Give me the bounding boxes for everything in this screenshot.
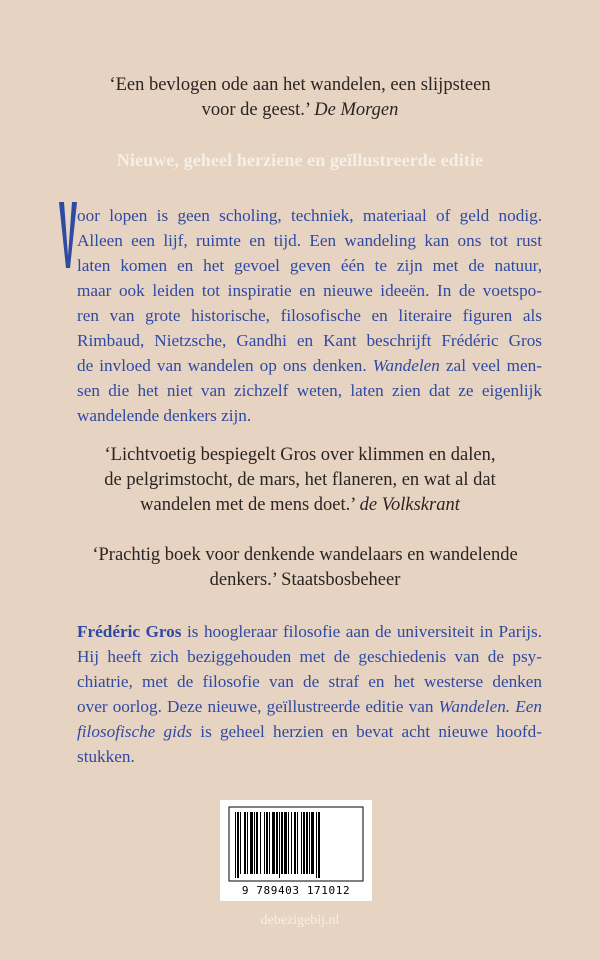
quote-line: ‘Lichtvoetig bespiegelt Gros over klimmen en dalen, [104, 445, 496, 465]
quote-line: denkers.’ Staatsbosbeheer [209, 570, 401, 590]
description-line: sen die het niet van zichzelf weten, laten zien dat ze eigenlijk [77, 381, 542, 400]
quote-line [40, 98, 560, 123]
quote-line: de pelgrimstocht, de mars, het flaneren, en wat al dat [104, 470, 496, 490]
barcode-bar [240, 812, 241, 874]
barcode-bar [247, 812, 248, 874]
barcode-bar [306, 812, 308, 874]
barcode-bar [309, 812, 310, 874]
barcode-bar [303, 812, 305, 874]
press-quote-de-morgen [40, 73, 560, 123]
book-title-italic: Wandelen. Een [438, 697, 542, 716]
barcode-bar [276, 812, 278, 874]
description-line: wandelende denkers zijn. [77, 406, 252, 425]
description-text: de invloed van wandelen op ons denken. [77, 356, 373, 375]
barcode-bar [237, 812, 239, 878]
isbn-number: 9 789403 171012 [241, 884, 351, 897]
edition-note: Nieuwe, geheel herziene en geïllustreerde editie [116, 150, 484, 170]
barcode-bar [297, 812, 298, 874]
book-title-italic: Wandelen [372, 356, 440, 375]
drop-cap [58, 202, 78, 268]
bio-text: over oorlog. Deze nieuwe, geïllustreerde editie van [77, 697, 439, 716]
barcode-bar [291, 812, 292, 874]
description-line: Rimbaud, Nietzsche, Gandhi en Kant beschrijft Frédéric Gros [77, 331, 542, 350]
barcode-bar [294, 812, 296, 874]
barcode-bar [250, 812, 253, 874]
barcode-bar [266, 812, 268, 874]
description-line: ren van grote historische, filosofische en literaire figuren als [77, 306, 542, 325]
description-line [77, 353, 542, 378]
barcode-bar [311, 812, 314, 874]
barcode-bar [316, 812, 317, 878]
bio-text: is geheel herzien en bevat acht nieuwe hoofd- [192, 722, 542, 741]
barcode [220, 800, 372, 901]
description-line: Alleen een lijf, ruimte en tijd. Een wandeling kan ons tot rust [77, 231, 542, 250]
bio-line [77, 694, 542, 719]
quote-source: de Volkskrant [359, 495, 460, 515]
bio-line: stukken. [77, 747, 135, 766]
book-description [77, 203, 542, 428]
quote-line: ‘Een bevlogen ode aan het wandelen, een slijpsteen [109, 75, 491, 95]
author-name: Frédéric Gros [77, 622, 182, 641]
quote-line-text: voor de geest.’ [201, 100, 315, 120]
bio-text: is hoogleraar filosofie aan de universiteit in Parijs. [181, 622, 542, 641]
barcode-bars [220, 800, 372, 884]
description-line: maar ook leiden tot inspiratie en nieuwe ideeën. In de voetspo- [77, 281, 542, 300]
barcode-bar [235, 812, 236, 878]
quote-line-text: wandelen met de mens doet.’ [140, 495, 360, 515]
barcode-bar [318, 812, 320, 878]
description-text: zal veel men- [439, 356, 542, 375]
bio-line: chiatrie, met de filosofie van de straf en het westerse denken [77, 672, 542, 691]
quote-source: De Morgen [314, 100, 399, 120]
quote-line [40, 493, 560, 518]
bio-line: Hij heeft zich beziggehouden met de geschiedenis van de psy- [77, 647, 542, 666]
barcode-bar [288, 812, 289, 874]
barcode-bar [244, 812, 246, 874]
barcode-bar [301, 812, 302, 874]
book-title-italic: filosofische gids [77, 722, 193, 741]
barcode-bar [260, 812, 261, 874]
description-line: laten komen en het gevoel geven één te zijn met de natuur, [77, 256, 542, 275]
publisher-website: debezigebij.nl [260, 913, 340, 928]
barcode-bar [284, 812, 287, 874]
press-quote-staatsbosbeheer [70, 543, 540, 593]
barcode-bar [256, 812, 258, 874]
description-line: oor lopen is geen scholing, techniek, materiaal of geld nodig. [77, 206, 542, 225]
quote-line: ‘Prachtig boek voor denkende wandelaars en wandelende [92, 545, 518, 565]
barcode-bar [279, 812, 280, 878]
press-quote-volkskrant [40, 443, 560, 518]
bio-line [77, 719, 542, 744]
bio-line [77, 619, 542, 644]
barcode-bar [281, 812, 283, 874]
author-bio [77, 619, 542, 769]
barcode-bar [264, 812, 265, 874]
barcode-bar [254, 812, 255, 874]
barcode-bar [272, 812, 275, 874]
barcode-bar [269, 812, 270, 874]
